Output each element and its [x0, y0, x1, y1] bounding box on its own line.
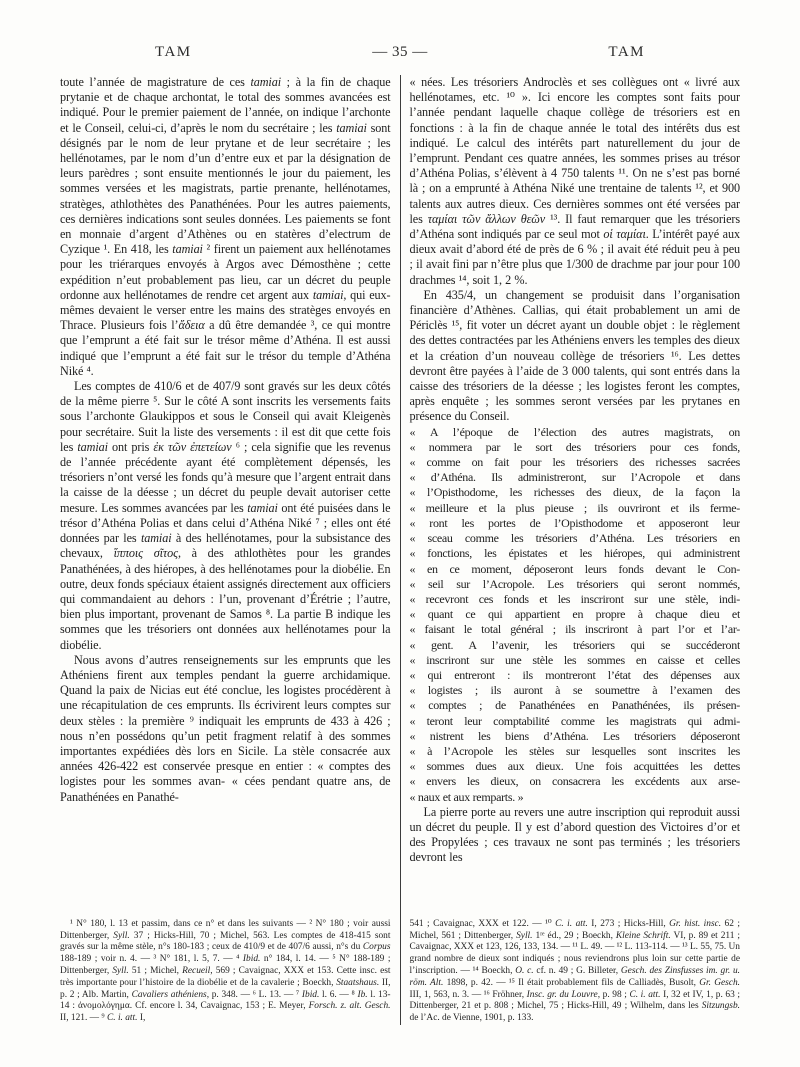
- quote-line: « inscriront sur une stèle les sommes en caisse et celles: [409, 652, 740, 667]
- left-column: [60, 75, 400, 1025]
- left-column-body: [60, 75, 391, 805]
- paragraph: En 435/4, un changement se produisit dans l’organisation financière d’Athènes. Callias, qui était probablement un ami de Périclès ¹⁵, fit voter un décret ayant un double objet : le règlement des dettes contractées par les Athéniens envers les temples des dieux et la création d’un nouveau collège de trésoriers ¹⁶. Les dettes devront être payées à l’aide de 3 000 talents, qui sont entrés dans la caisse des trésoriers de la déesse ; les logistes feront les comptes, après enquête ; les sommes seront versées par les prytanes en présence du Conseil.: [409, 287, 740, 424]
- page-header: [0, 0, 800, 61]
- paragraph: Les comptes de 410/6 et de 407/9 sont gravés sur les deux côtés de la même pierre ⁵. Sur le côté A sont inscrits les versements faits sous l’archonte Glaukippos et sous le Conseil qui avait Kleigenès pour secrétaire. Suit la liste des versements : il est dit que cette fois les tamiai ont pris ἐκ τῶν ἐπετείων ⁶ ; cela signifie que les revenus de l’année précédente ayant été complètement dépensés, les trésoriers n’ont versé les fonds qu’à mesure que l’argent entrait dans la caisse de la déesse ; un décret du peuple devait autoriser cette mesure. Les sommes avancées par les tamiai ont été puisées dans le trésor d’Athéna Polias et dans celui d’Athéna Niké ⁷ ; elles ont été données par les tamiai à des hellénotames, pour la subsistance des chevaux, ἵπποις σῖτος, à des athlothètes pour les grandes Panathénées, à des hiéropes, à des hellénotames pour la diobélie. En outre, deux fonds spéciaux étaient assignés directement aux officiers qui commandaient au dehors : l’un, provenant d’Érétrie ; l’autre, bien plus important, provenant de Samos ⁸. La partie B indique les sommes que les trésoriers ont données aux hellénotames pour la diobélie.: [60, 379, 391, 652]
- quote-line: « nommera par le sort des trésoriers pour ces fonds,: [409, 439, 740, 454]
- quote-line: « gent. A l’avenir, les trésoriers qui se succéderont: [409, 637, 740, 652]
- quote-line: « recevront ces fonds et les inscriront sur une stèle, indi-: [409, 591, 740, 606]
- quote-line: « comme on fait pour les trésoriers des richesses sacrées: [409, 455, 740, 470]
- quote-line: « comptes ; de Panathénées en Panathénées, ils présen-: [409, 698, 740, 713]
- quote-line: « ront les portes de l’Opisthodome et apposeront leur: [409, 515, 740, 530]
- paragraph: « nées. Les trésoriers Androclès et ses collègues ont « livré aux hellénotames, etc. ¹⁰ ». Ici encore les comptes sont faits pour l’année pendant laquelle chaque collège de trésoriers est en fonctions : à la fin de chaque année le total des intérêts dus est indiqué. Le calcul des intérêts part naturellement du jour de l’emprunt. Pendant ces quatre années, les sommes prises au trésor d’Athéna Polias, s’élèvent à 4 750 talents ¹¹. On ne s’est pas borné là ; on a emprunté à Athéna Niké une trentaine de talents ¹², et 900 talents aux autres dieux. Ces dernières sommes ont été versées par les ταμίαι τῶν ἄλλων θεῶν ¹³. Il faut remarquer que les trésoriers d’Athéna sont indiqués par ce seul mot οἱ ταμίαι. L’intérêt payé aux dieux avait d’abord été de près de 6 % ; il avait été réduit peu à peu ; il avait fini par n’être plus que 1/300 de drachme par jour pour 100 drachmes ¹⁴, soit 1, 2 %.: [409, 75, 740, 287]
- quote-line: « à l’Acropole les stèles sur lesquelles sont inscrites les: [409, 743, 740, 758]
- page-number: — 35 —: [372, 44, 428, 60]
- quote-line: « meilleure et la plus pieuse ; ils ouvriront et ils ferme-: [409, 500, 740, 515]
- quote-line: « l’Opisthodome, les richesses des dieux, de la façon la: [409, 485, 740, 500]
- quote-line: « sommes dues aux dieux. Une fois acquittées les dettes: [409, 759, 740, 774]
- right-footnotes: 541 ; Cavaignac, XXX et 122. — ¹⁰ C. i. att. I, 273 ; Hicks-Hill, Gr. hist. insc. 62 ; Michel, 561 ; Dittenberger, Syll. 1ʳᵉ éd., 29 ; Boeckh, Kleine Schrift. VI, p. 89 et 211 ; Cavaignac, XXX et 123, 126, 133, 134. — ¹¹ L. 49. — ¹² L. 113-114. — ¹³ L. 55, 75. Un grand nombre de dieux sont indiqués ; nous reviendrons plus loin sur cette partie de l’inscription. — ¹⁴ Boeckh, O. c. cf. n. 49 ; G. Billeter, Gesch. des Zinsfusses im. gr. u. röm. Alt. 1898, p. 42. — ¹⁵ Il était probablement fils de Calliadès, Busolt, Gr. Gesch. III, 1, 563, n. 3. — ¹⁶ Fröhner, Insc. gr. du Louvre, p. 98 ; C. i. att. I, 32 et IV, 1, p. 63 ; Dittenberger, 21 et p. 808 ; Michel, 75 ; Hicks-Hill, 49 ; Wilhelm, dans les Sitzungsb. de l’Ac. de Vienne, 1901, p. 133.: [409, 918, 741, 1024]
- quote-line: « A l’époque de l’élection des autres magistrats, on: [409, 424, 740, 439]
- paragraph: Nous avons d’autres renseignements sur les emprunts que les Athéniens firent aux temples pendant la guerre archidamique. Quand la paix de Nicias eut été conclue, les logistes procédèrent à une récapitulation de ces emprunts. Ils écrivirent leurs comptes sur deux stèles : la première ⁹ indiquait les emprunts de 433 à 426 ; nous n’en possédons qu’un petit fragment relatif à des sommes importantes expédiées dès lors en Sicile. La stèle consacrée aux années 426-422 est conservée presque en entier : « comptes des logistes pour les sommes avan- « cées pendant quatre ans, de Panathénées en Panathé-: [60, 652, 391, 804]
- paragraph: La pierre porte au revers une autre inscription qui reproduit aussi un décret du peuple. Il y est d’abord question des Victoires d’or et des Propylées ; ces travaux ne sont pas terminés ; les trésoriers devront les: [409, 804, 740, 865]
- right-column-body: [410, 75, 741, 866]
- quote-line: « seil sur l’Acropole. Les trésoriers qui seront nommés,: [409, 576, 740, 591]
- text-columns: [0, 61, 800, 1025]
- running-title-left: TAM: [155, 44, 192, 60]
- quote-line: « faisant le total général ; ils inscriront à part l’or et l’ar-: [409, 622, 740, 637]
- quote-line: « en ce moment, déposeront leurs fonds devant le Con-: [409, 561, 740, 576]
- quote-line: « qui entreront : ils montreront l’état des dépenses aux: [409, 667, 740, 682]
- quote-line: « quant ce qui appartient en propre à chaque dieu et: [409, 607, 740, 622]
- quote-line: « logistes ; ils auront à se soumettre à l’examen des: [409, 683, 740, 698]
- quote-line: « teront leur comptabilité comme les magistrats qui admi-: [409, 713, 740, 728]
- paragraph: toute l’année de magistrature de ces tamiai ; à la fin de chaque prytanie et de chaque archontat, le total des sommes avancées est indiqué. Pour le premier paiement de l’année, on indique l’archonte et le Conseil, celui-ci, d’après le nom du secrétaire ; les tamiai sont désignés par le nom de leur prytane et de leur secrétaire ; les hellénotames, par le nom d’un d’entre eux et par la désignation de leurs parèdres ; sont ensuite mentionnés le jour du paiement, les sommes versées et les magistrats, partie prenante, hellénotames, stratèges, athlothètes des Panathénées. Pour les autres paiements, ces dernières indications sont seules données. Les paiements se font en monnaie d’argent d’Athènes ou en statères d’electrum de Cyzique ¹. En 418, les tamiai ² firent un paiement aux hellénotames pour les triérarques envoyés à Argos avec Démosthène ; cette expédition n’eut probablement pas lieu, car un décret du peuple ordonne aux hellénotames de rendre cet argent aux tamiai, qui eux-mêmes devaient le verser entre les mains des stratèges envoyés en Thrace. Plusieurs fois l’ἄδεια a dû être demandée ³, ce qui montre que l’emprunt a été fait sur le trésor même d’Athéna. Il est aussi indiqué que l’emprunt a été fait sur le trésor du temple d’Athéna Niké ⁴.: [60, 75, 391, 378]
- quote-line: « naux et aux remparts. »: [409, 789, 524, 804]
- quote-line: « d’Athéna. Ils administreront, sur l’Acropole et dans: [409, 470, 740, 485]
- left-footnotes: ¹ N° 180, l. 13 et passim, dans ce n° et dans les suivants — ² N° 180 ; voir aussi Dittenberger, Syll. 37 ; Hicks-Hill, 70 ; Michel, 563. Les comptes de 418-415 sont gravés sur la même stèle, n°s 180-183 ; ceux de 410/9 et de 407/6 aussi, n°s du Corpus 188-189 ; voir n. 4. — ³ N° 181, l. 5, 7. — ⁴ Ibid. n° 184, l. 14. — ⁵ N° 188-189 ; Dittenberger, Syll. 51 ; Michel, Recueil, 569 ; Cavaignac, XXX et 153. Cette insc. est très importante pour l’histoire de la diobélie et de la cavalerie ; Boeckh, Staatshaus. II, p. 2 ; Alb. Martin, Cavaliers athéniens, p. 348. — ⁶ L. 13. — ⁷ Ibid. l. 6. — ⁸ Ib. l. 13-14 : ἀνομολόγημα. Cf. encore l. 34, Cavaignac, 153 ; E. Meyer, Forsch. z. alt. Gesch. II, 121. — ⁹ C. i. att. I,: [60, 918, 391, 1024]
- right-column: [400, 75, 741, 1025]
- running-title-right: TAM: [608, 44, 645, 60]
- quote-line: « envers les dieux, on consacrera les excédents aux arse-: [409, 774, 740, 789]
- quote-line: « sceau comme les trésoriers d’Athéna. Les trésoriers en: [409, 531, 740, 546]
- quote-line: « fonctions, les épistates et les hiéropes, qui administrent: [409, 546, 740, 561]
- quote-line: « nistrent les biens d’Athéna. Les trésoriers déposeront: [409, 728, 740, 743]
- decree-quote: [410, 425, 741, 805]
